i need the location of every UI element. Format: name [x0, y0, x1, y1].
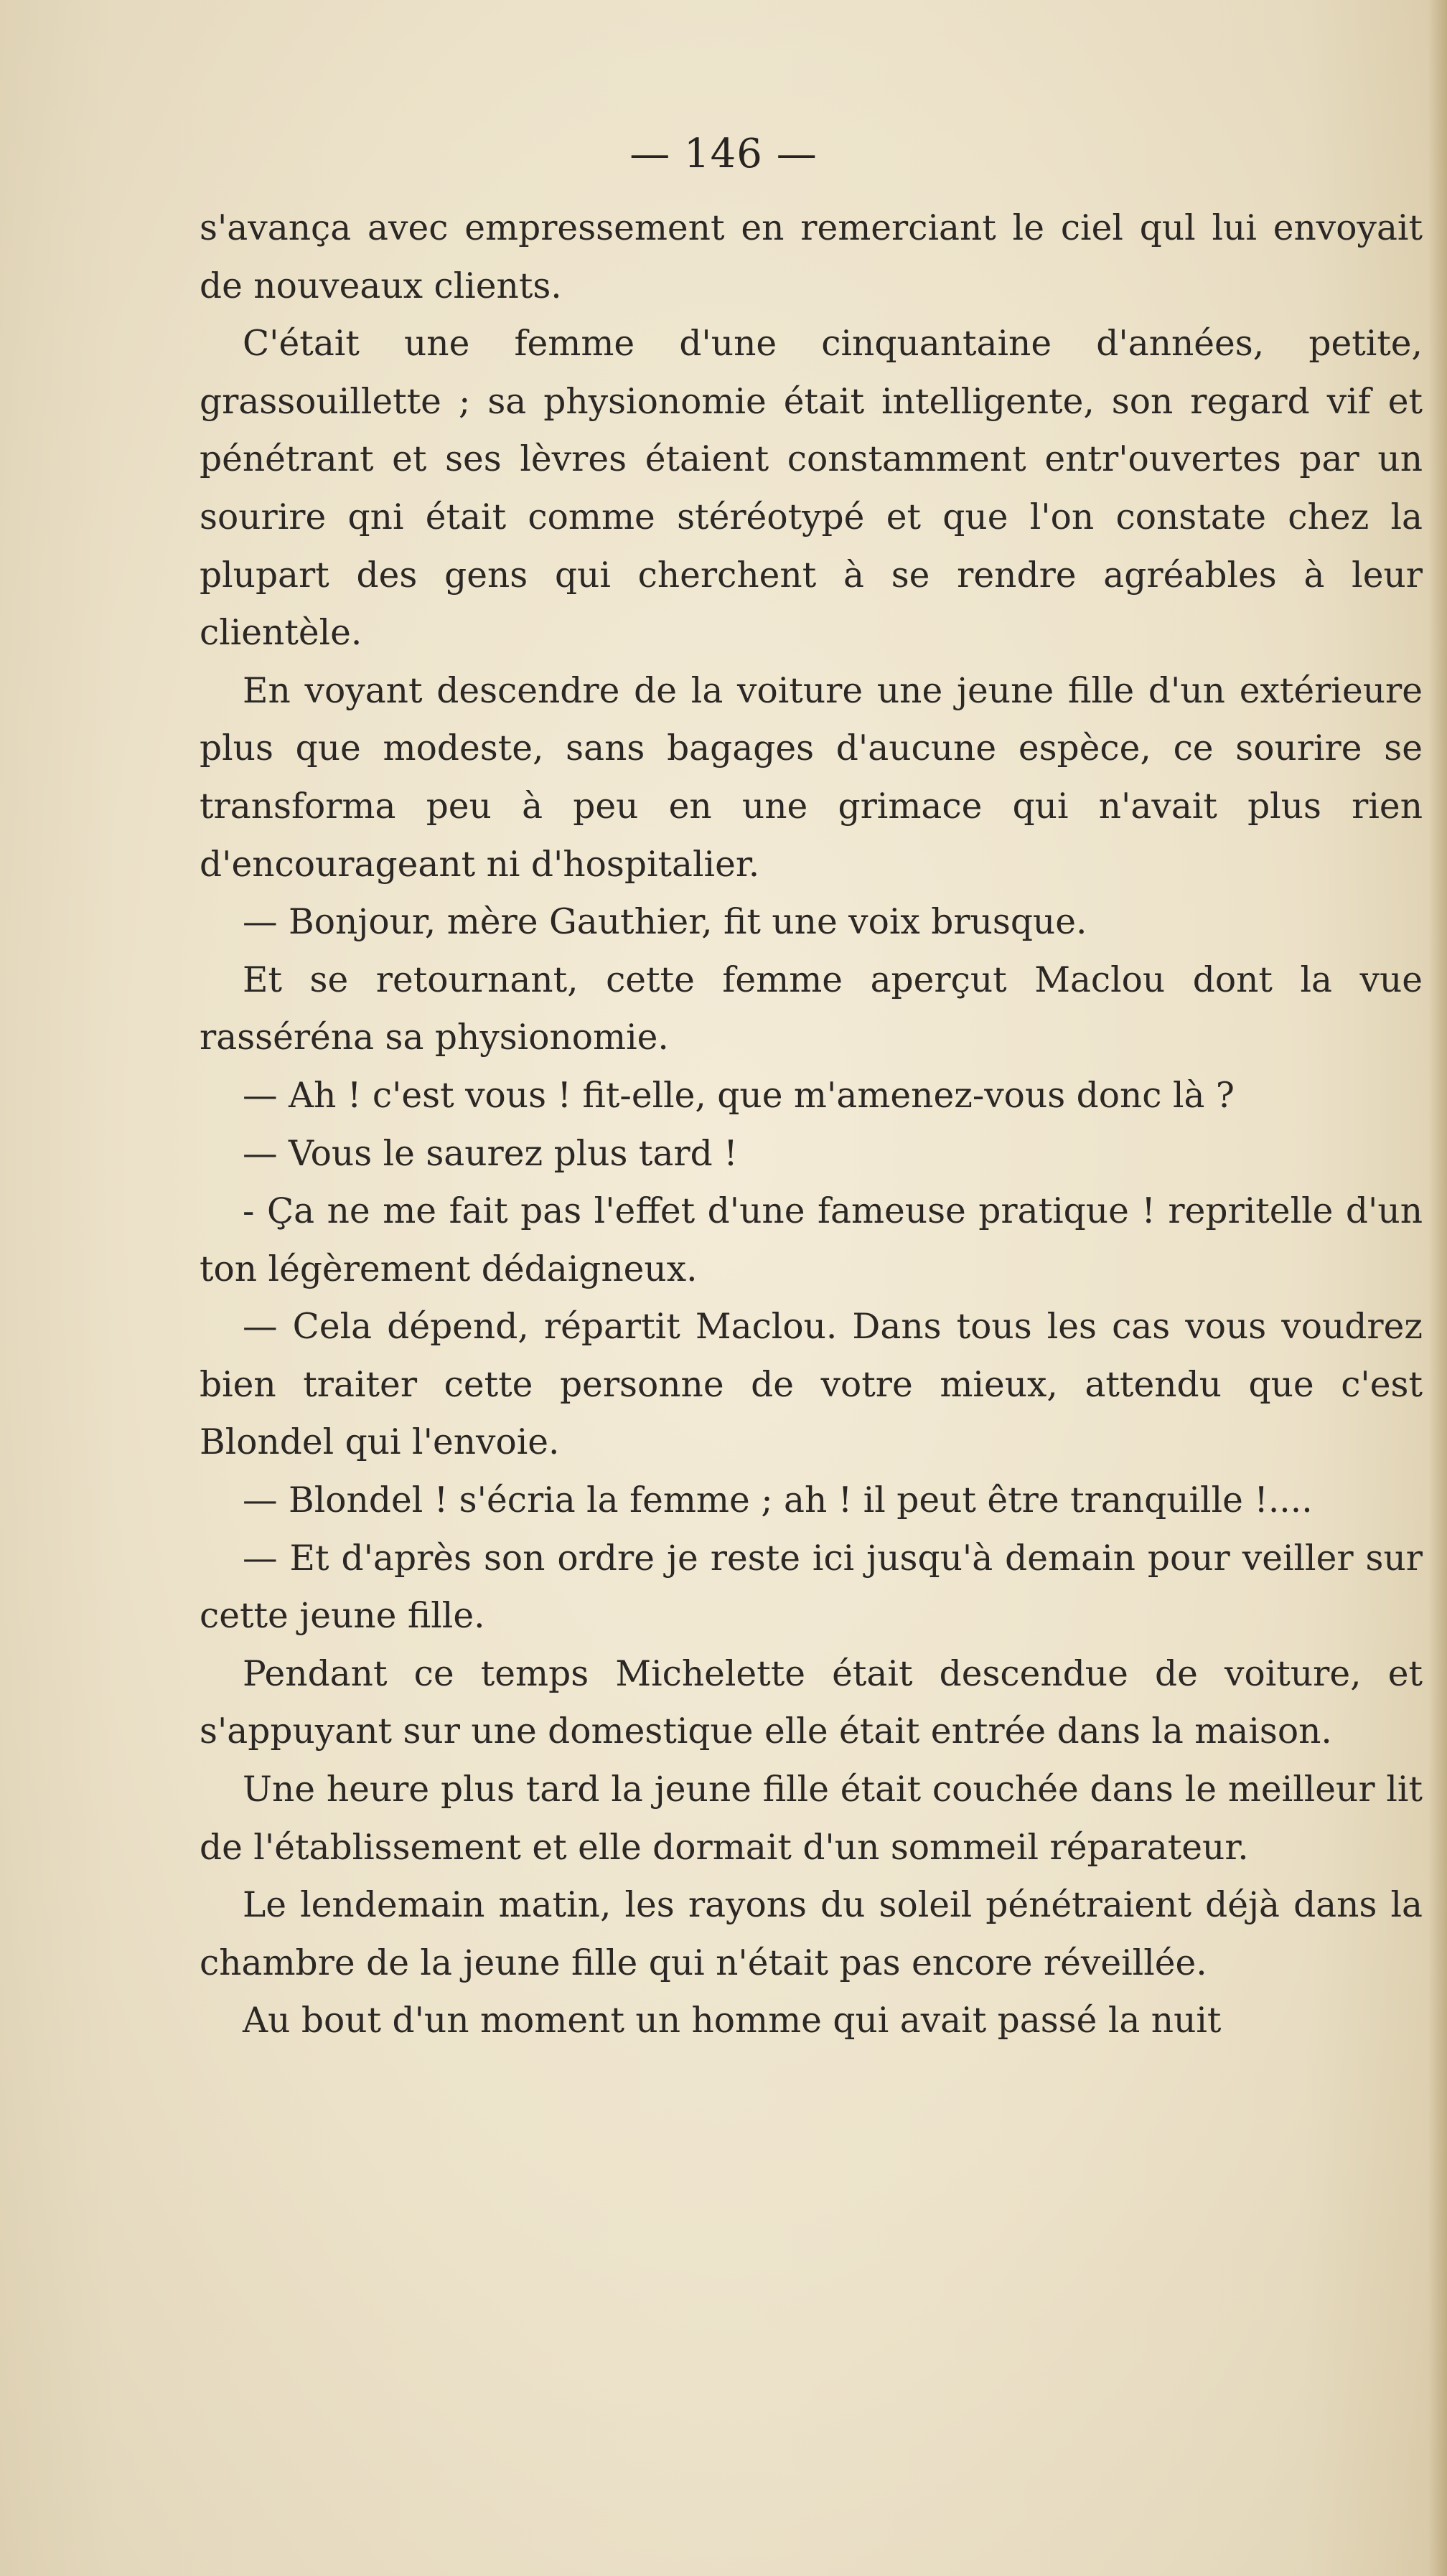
- dialogue-line: — Vous le saurez plus tard !: [243, 1133, 738, 1174]
- paragraph: s'avança avec empressement en remerciant le ciel qul lui envoyait de nouveaux clients.: [200, 208, 1423, 306]
- paragraph: En voyant descendre de la voiture une jeune fille d'un extérieure plus que modeste, sans bagages d'aucune espèce, ce sourire se transforma peu à peu en une grimace qui n'avait plus rien d'encourageant ni d'hospitalier.: [200, 670, 1423, 885]
- body-text: [200, 199, 1423, 2050]
- paragraph: Pendant ce temps Michelette était descendue de voiture, et s'appuyant sur une domestique elle était entrée dans la maison.: [200, 1653, 1423, 1752]
- paragraph: Au bout d'un moment un homme qui avait passé la nuit: [243, 2001, 1222, 2041]
- dialogue-line: — Ah ! c'est vous ! fit-elle, que m'amenez-vous donc là ?: [243, 1075, 1235, 1116]
- paragraph: Une heure plus tard la jeune fille était couchée dans le meilleur lit de l'établissement et elle dormait d'un sommeil réparateur.: [200, 1769, 1423, 1868]
- dialogue-line: — Bonjour, mère Gauthier, fit une voix brusque.: [243, 902, 1087, 943]
- page-number: — 146 —: [629, 131, 818, 177]
- dialogue-line: — Blondel ! s'écria la femme ; ah ! il peut être tranquille !....: [243, 1480, 1313, 1521]
- page-edge-shadow: [1428, 0, 1447, 2576]
- dialogue-line: — Et d'après son ordre je reste ici jusqu'à demain pour veiller sur cette jeune fille.: [200, 1538, 1423, 1637]
- paragraph: Et se retournant, cette femme aperçut Maclou dont la vue rasséréna sa physionomie.: [200, 959, 1423, 1058]
- dialogue-line: - Ça ne me fait pas l'effet d'une fameuse pratique ! repritelle d'un ton légèrement dédaigneux.: [200, 1191, 1423, 1289]
- paragraph: Le lendemain matin, les rayons du soleil pénétraient déjà dans la chambre de la jeune fille qui n'était pas encore réveillée.: [200, 1885, 1423, 1983]
- dialogue-line: — Cela dépend, répartit Maclou. Dans tous les cas vous voudrez bien traiter cette personne de votre mieux, attendu que c'est Blondel qui l'envoie.: [200, 1307, 1423, 1463]
- paragraph: C'était une femme d'une cinquantaine d'années, petite, grassouillette ; sa physionomie était intelligente, son regard vif et pénétrant et ses lèvres étaient constamment entr'ouvertes par un sourire qni était comme stéréotypé et que l'on constate chez la plupart des gens qui cherchent à se rendre agréables à leur clientèle.: [200, 324, 1423, 654]
